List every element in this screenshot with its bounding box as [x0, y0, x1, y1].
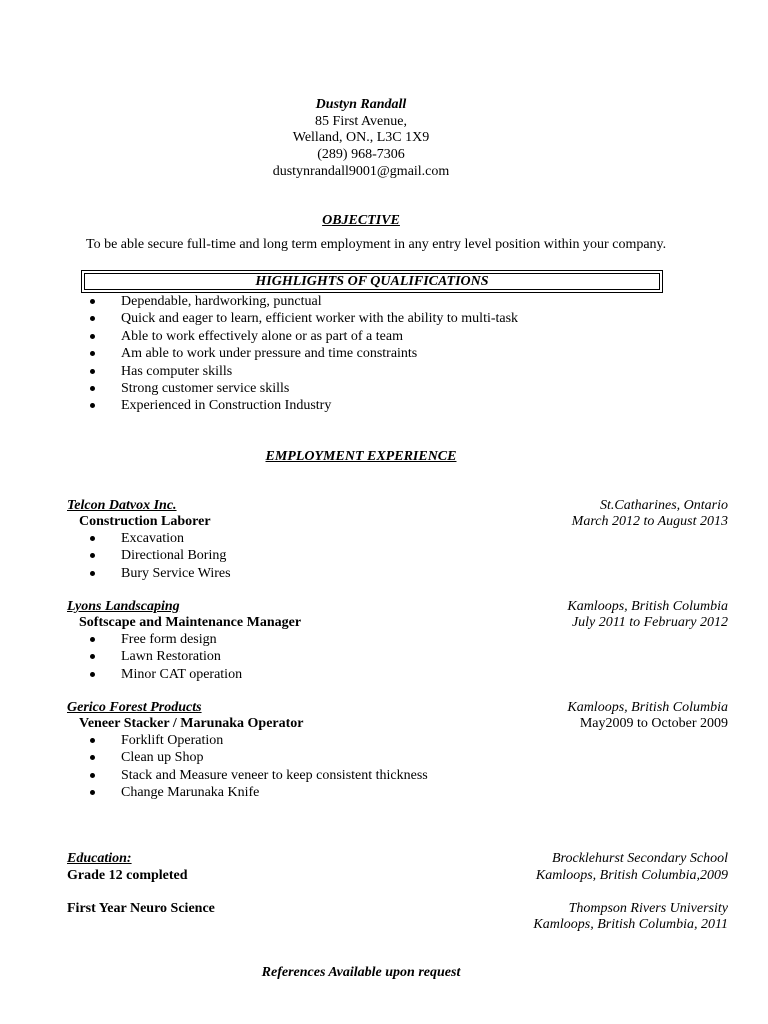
job-dates: May2009 to October 2009 [579, 716, 728, 731]
objective-heading: OBJECTIVE [322, 213, 400, 228]
address-line-2: Welland, ON., L3C 1X9 [292, 130, 430, 145]
education-credential: First Year Neuro Science [67, 901, 215, 916]
list-item: Directional Boring [88, 547, 231, 564]
list-item: Dependable, hardworking, punctual [88, 293, 518, 310]
job-location: St.Catharines, Ontario [600, 498, 728, 513]
job-dates: March 2012 to August 2013 [571, 514, 728, 529]
education-credential: Grade 12 completed [67, 868, 188, 883]
job-location: Kamloops, British Columbia [567, 700, 728, 715]
list-item: Clean up Shop [88, 749, 428, 766]
email-address: dustynrandall9001@gmail.com [272, 164, 450, 179]
job-dates: July 2011 to February 2012 [571, 615, 728, 630]
education-school: Brocklehurst Secondary School [552, 851, 728, 866]
job-location: Kamloops, British Columbia [567, 599, 728, 614]
job-duties-list [88, 631, 242, 683]
list-item: Stack and Measure veneer to keep consistent thickness [88, 767, 428, 784]
education-school: Thompson Rivers University [568, 901, 728, 916]
list-item: Excavation [88, 530, 231, 547]
education-place: Kamloops, British Columbia,2009 [535, 868, 728, 883]
phone-number: (289) 968-7306 [317, 147, 405, 162]
list-item: Quick and eager to learn, efficient worker with the ability to multi-task [88, 310, 518, 327]
list-item: Minor CAT operation [88, 666, 242, 683]
highlights-heading: HIGHLIGHTS OF QUALIFICATIONS [84, 273, 660, 290]
list-item: Able to work effectively alone or as part of a team [88, 328, 518, 345]
employment-heading: EMPLOYMENT EXPERIENCE [265, 449, 457, 464]
list-item: Experienced in Construction Industry [88, 397, 518, 414]
address-line-1: 85 First Avenue, [315, 114, 407, 129]
list-item: Lawn Restoration [88, 648, 242, 665]
list-item: Free form design [88, 631, 242, 648]
list-item: Change Marunaka Knife [88, 784, 428, 801]
list-item: Strong customer service skills [88, 380, 518, 397]
applicant-name: Dustyn Randall [315, 97, 407, 112]
job-company: Telcon Datvox Inc. [67, 498, 177, 513]
job-company: Gerico Forest Products [67, 700, 202, 715]
list-item: Bury Service Wires [88, 565, 231, 582]
objective-text: To be able secure full-time and long term employment in any entry level position within your company. [86, 237, 667, 252]
job-duties-list [88, 732, 428, 802]
job-title: Softscape and Maintenance Manager [79, 615, 302, 630]
highlights-heading-box [81, 270, 663, 293]
job-company: Lyons Landscaping [67, 599, 180, 614]
list-item: Am able to work under pressure and time constraints [88, 345, 518, 362]
education-heading: Education: [67, 851, 132, 866]
list-item: Forklift Operation [88, 732, 428, 749]
highlights-list [88, 293, 518, 415]
job-title: Construction Laborer [79, 514, 211, 529]
references-note: References Available upon request [261, 965, 461, 980]
education-place: Kamloops, British Columbia, 2011 [533, 917, 728, 932]
list-item: Has computer skills [88, 363, 518, 380]
job-duties-list [88, 530, 231, 582]
job-title: Veneer Stacker / Marunaka Operator [79, 716, 304, 731]
